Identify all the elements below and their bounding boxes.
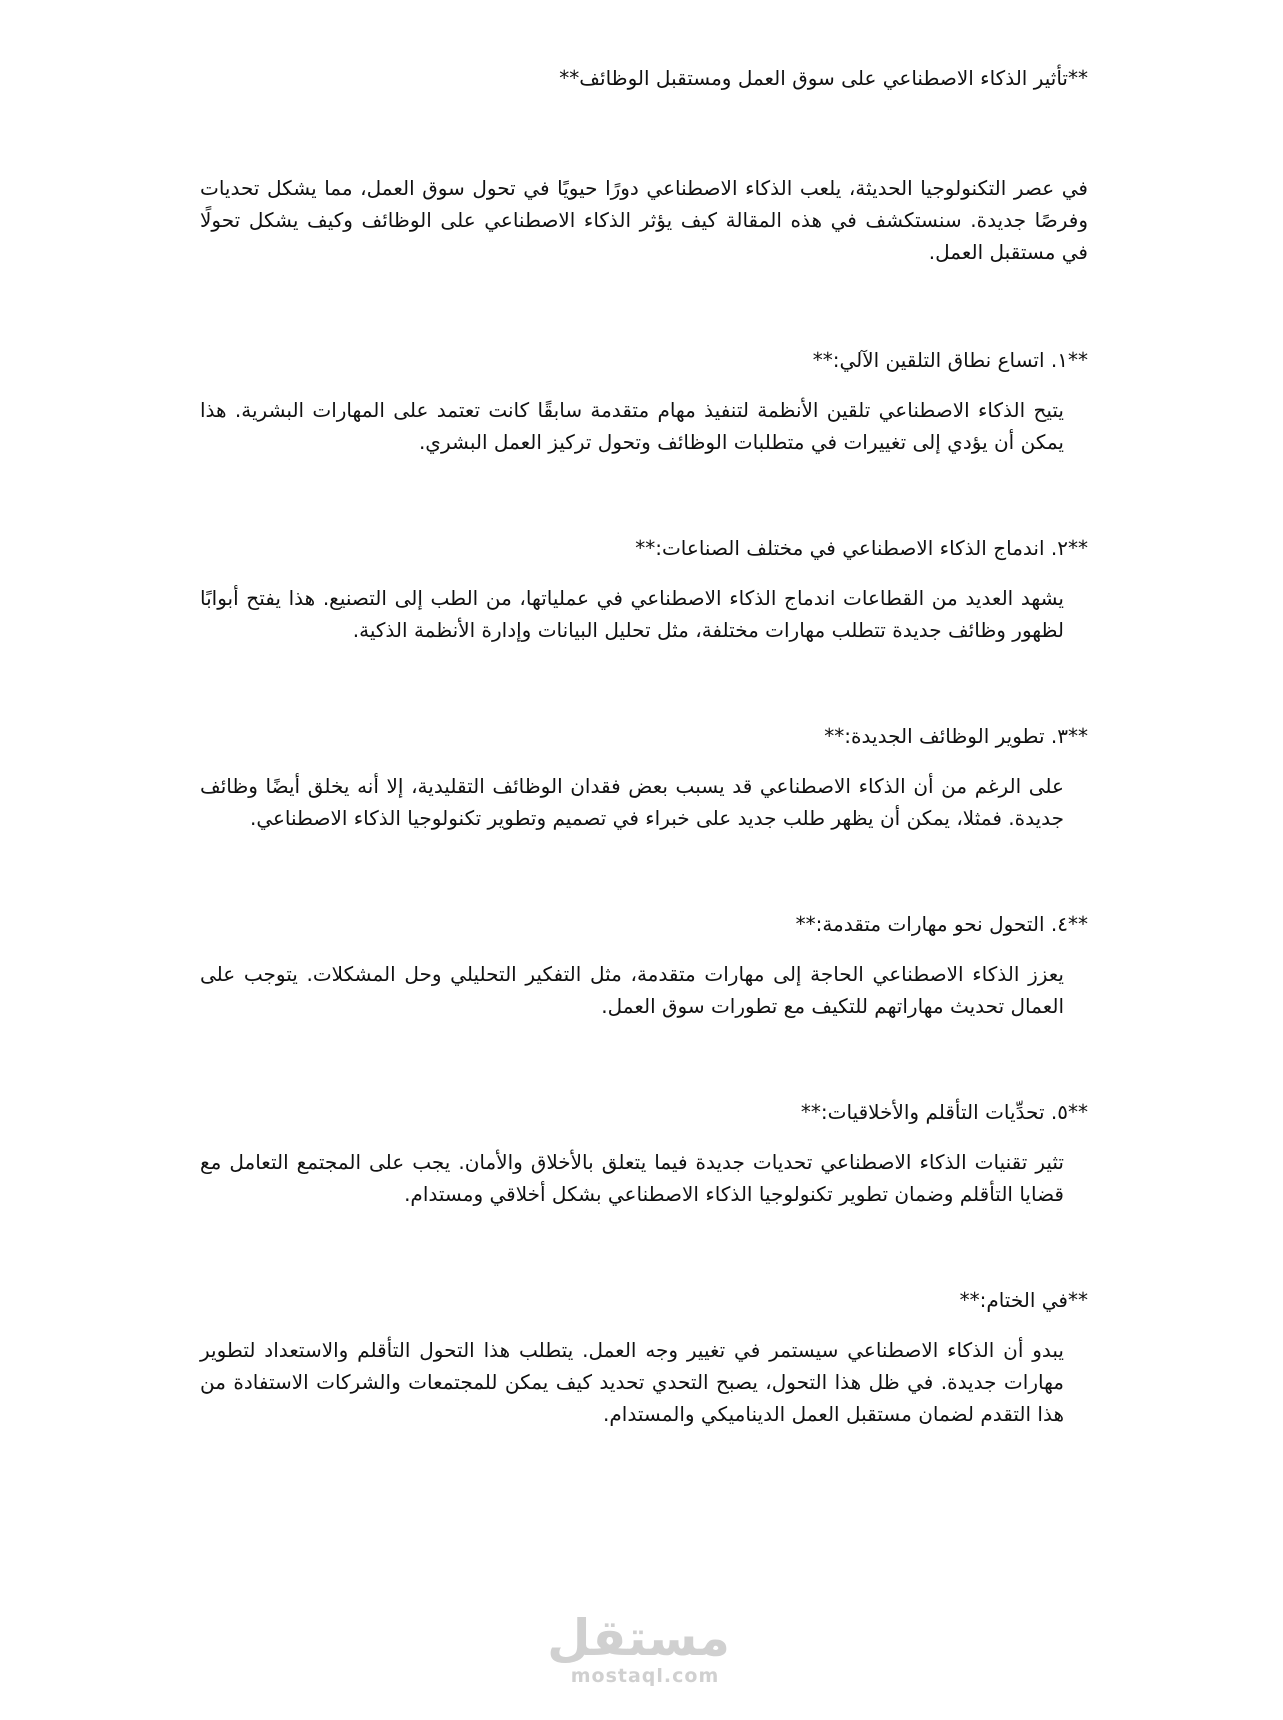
section-heading: **٣. تطوير الوظائف الجديدة:** bbox=[824, 724, 1088, 748]
document-body bbox=[200, 62, 1088, 1504]
section-paragraph: يعزز الذكاء الاصطناعي الحاجة إلى مهارات متقدمة، مثل التفكير التحليلي وحل المشكلات. يتوجب على العمال تحديث مهاراتهم للتكيف مع تطورات سوق العمل. bbox=[200, 962, 1064, 1018]
section-heading: **٤. التحول نحو مهارات متقدمة:** bbox=[795, 912, 1088, 936]
section-2 bbox=[200, 532, 1088, 646]
section-heading: **٢. اندماج الذكاء الاصطناعي في مختلف الصناعات:** bbox=[635, 536, 1088, 560]
section-5 bbox=[200, 1096, 1088, 1210]
section-heading: **١. اتساع نطاق التلقين الآلي:** bbox=[812, 348, 1088, 372]
section-heading: **في الختام:** bbox=[959, 1288, 1088, 1312]
section-paragraph: يتيح الذكاء الاصطناعي تلقين الأنظمة لتنفيذ مهام متقدمة سابقًا كانت تعتمد على المهارات البشرية. هذا يمكن أن يؤدي إلى تغييرات في متطلبات الوظائف وتحول تركيز العمل البشري. bbox=[200, 398, 1064, 454]
section-paragraph: على الرغم من أن الذكاء الاصطناعي قد يسبب بعض فقدان الوظائف التقليدية، إلا أنه يخلق أيضًا وظائف جديدة. فمثلا، يمكن أن يظهر طلب جديد على خبراء في تصميم وتطوير تكنولوجيا الذكاء الاصطناعي. bbox=[200, 774, 1064, 830]
section-paragraph: يبدو أن الذكاء الاصطناعي سيستمر في تغيير وجه العمل. يتطلب هذا التحول التأقلم والاستعداد لتطوير مهارات جديدة. في ظل هذا التحول، يصبح التحدي تحديد كيف يمكن للمجتمعات والشركات الاستفادة من هذا التقدم لضمان مستقبل العمل الديناميكي والمستدام. bbox=[200, 1338, 1064, 1426]
section-paragraph: يشهد العديد من القطاعات اندماج الذكاء الاصطناعي في عملياتها، من الطب إلى التصنيع. هذا يفتح أبوابًا لظهور وظائف جديدة تتطلب مهارات مختلفة، مثل تحليل البيانات وإدارة الأنظمة الذكية. bbox=[200, 586, 1064, 642]
section-paragraph: تثير تقنيات الذكاء الاصطناعي تحديات جديدة فيما يتعلق بالأخلاق والأمان. يجب على المجتمع التعامل مع قضايا التأقلم وضمان تطوير تكنولوجيا الذكاء الاصطناعي بشكل أخلاقي ومستدام. bbox=[200, 1150, 1064, 1206]
watermark bbox=[547, 1609, 730, 1688]
watermark-url: mostaql.com bbox=[570, 1665, 720, 1687]
section-1 bbox=[200, 344, 1088, 458]
section-3 bbox=[200, 720, 1088, 834]
section-4 bbox=[200, 908, 1088, 1022]
intro-paragraph: في عصر التكنولوجيا الحديثة، يلعب الذكاء الاصطناعي دورًا حيويًا في تحول سوق العمل، مما يشكل تحديات وفرصًا جديدة. سنستكشف في هذه المقالة كيف يؤثر الذكاء الاصطناعي على الوظائف وكيف يشكل تحولًا في مستقبل العمل. bbox=[200, 176, 1088, 264]
section-heading: **٥. تحدِّيات التأقلم والأخلاقيات:** bbox=[800, 1100, 1088, 1124]
watermark-logo: مستقل bbox=[547, 1609, 730, 1667]
document-title: **تأثير الذكاء الاصطناعي على سوق العمل ومستقبل الوظائف** bbox=[559, 66, 1088, 90]
section-conclusion bbox=[200, 1284, 1088, 1430]
